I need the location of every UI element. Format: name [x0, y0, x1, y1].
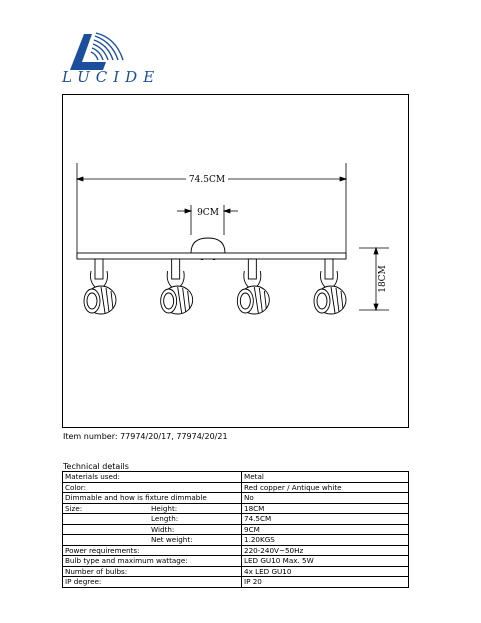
spec-value: No	[242, 493, 409, 504]
spec-label-text: Materials used:	[65, 472, 120, 482]
spec-label	[63, 524, 242, 535]
spec-label	[63, 566, 242, 577]
spotlight-head	[161, 259, 193, 314]
spec-sublabel: Width:	[151, 524, 175, 534]
table-row	[63, 545, 409, 556]
spec-value: IP 20	[242, 577, 409, 588]
spec-value: 74.5CM	[242, 514, 409, 525]
spec-label	[63, 545, 242, 556]
spec-value: LED GU10 Max. 5W	[242, 556, 409, 567]
spec-label	[63, 503, 242, 514]
bracket-label: 9CM	[197, 208, 219, 218]
spec-label-text: Size:	[65, 503, 83, 513]
spec-value: 4x LED GU10	[242, 566, 409, 577]
spec-sublabel: Net weight:	[151, 535, 193, 545]
table-row	[63, 535, 409, 546]
spec-label-text: Number of bulbs:	[65, 566, 128, 576]
spotlight-head	[237, 259, 269, 314]
spec-label	[63, 535, 242, 546]
spec-label	[63, 577, 242, 588]
table-row	[63, 493, 409, 504]
spec-value: 9CM	[242, 524, 409, 535]
spec-value: Metal	[242, 472, 409, 483]
mounting-bar	[77, 253, 346, 259]
spec-label	[63, 472, 242, 483]
spec-label-text: Bulb type and maximum wattage:	[65, 556, 188, 566]
table-row	[63, 556, 409, 567]
spec-value: 1.20KGS	[242, 535, 409, 546]
spec-value: Red copper / Antique white	[242, 482, 409, 493]
spec-label	[63, 482, 242, 493]
spec-sublabel: Height:	[151, 503, 178, 513]
spec-label-text: Color:	[65, 482, 87, 492]
item-number: Item number: 77974/20/17, 77974/20/21	[63, 432, 228, 441]
width-label: 74.5CM	[188, 175, 226, 185]
spec-label	[63, 493, 242, 504]
spotlight-drawing	[63, 95, 410, 429]
spec-value: 18CM	[242, 503, 409, 514]
height-label: 18CM	[378, 265, 388, 293]
technical-drawing	[62, 94, 409, 428]
table-row	[63, 524, 409, 535]
table-row	[63, 503, 409, 514]
spec-label-text: Power requirements:	[65, 545, 140, 555]
spotlight-head	[314, 259, 346, 314]
table-row	[63, 577, 409, 588]
table-row	[63, 566, 409, 577]
brand-name: LUCIDE	[62, 68, 161, 86]
spec-value: 220-240V~50Hz	[242, 545, 409, 556]
spec-sublabel: Length:	[151, 514, 179, 524]
table-row	[63, 482, 409, 493]
spec-label-text: IP degree:	[65, 577, 102, 587]
spec-label	[63, 514, 242, 525]
technical-details-table	[62, 471, 409, 588]
table-row	[63, 514, 409, 525]
table-row	[63, 472, 409, 483]
technical-details-title: Technical details	[63, 462, 129, 471]
spec-label-text: Dimmable and how is fixture dimmable	[65, 493, 207, 503]
spotlight-head	[84, 259, 116, 314]
spec-label	[63, 556, 242, 567]
